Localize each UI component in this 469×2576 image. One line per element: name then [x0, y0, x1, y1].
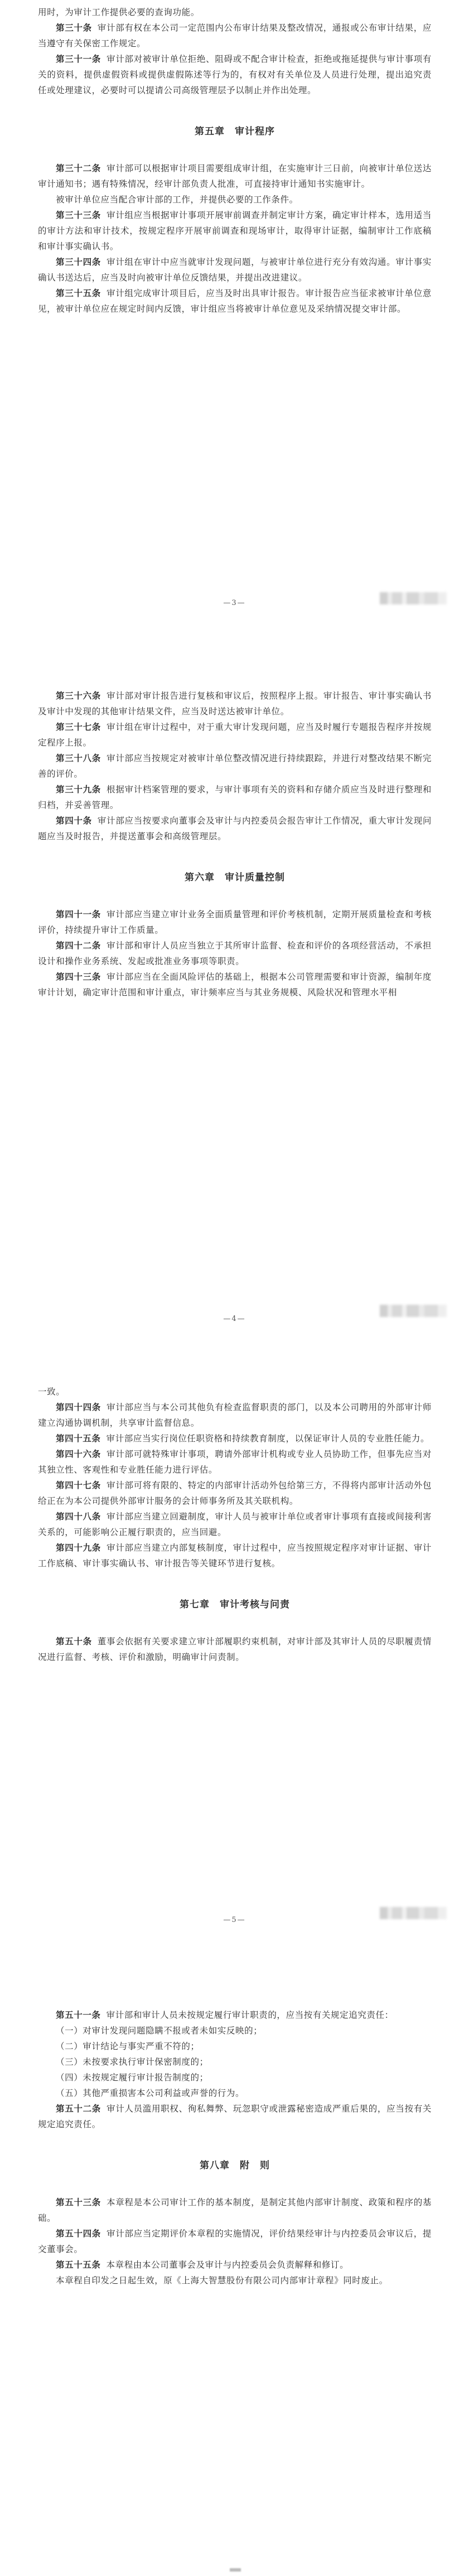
chapter-title: 第五章 审计程序 [195, 126, 275, 137]
article-number: 第三十九条 [56, 784, 101, 795]
article-paragraph [38, 1400, 432, 1431]
article-text: 本章程由本公司董事会及审计与内控委员会负责解释和修订。 [106, 2260, 349, 2270]
article-number: 第四十九条 [56, 1542, 101, 1553]
article-number: 第三十一条 [56, 54, 101, 64]
page-number: —5— [223, 1916, 246, 1924]
page-number: —3— [223, 599, 246, 607]
article-number: 第三十四条 [56, 256, 101, 267]
article-paragraph [38, 2195, 432, 2226]
chapter-title: 第六章 审计质量控制 [185, 872, 285, 883]
article-text: （二）审计结论与事实严重不符的； [56, 2041, 200, 2051]
text-paragraph [38, 2054, 432, 2070]
article-paragraph [38, 1634, 432, 1665]
article-text: 审计部应当建立回避制度，审计人员与被审计单位或者审计事项有直接或间接利害关系的，可能影响公正履行职责的，应当回避。 [38, 1512, 432, 1537]
article-text: 审计部和审计人员应当独立于其所审计监督、检查和评价的各项经营活动，不承担设计和操作业务系统、发起或批准业务事项等职责。 [38, 941, 432, 966]
article-paragraph [38, 1540, 432, 1571]
article-text: 审计部可以根据审计项目需要组成审计组，在实施审计三日前，向被审计单位送达审计通知书；遇有特殊情况，经审计部负责人批准，可直接持审计通知书实施审计。 [38, 163, 432, 189]
article-paragraph [38, 2257, 432, 2273]
article-paragraph [38, 719, 432, 750]
article-number: 第五十一条 [56, 2010, 101, 2020]
article-number: 第三十二条 [56, 163, 101, 173]
text-paragraph [38, 4, 432, 20]
article-paragraph [38, 969, 432, 1000]
article-text: 董事会依据有关要求建立审计部履职约束机制，对审计部及其审计人员的尽职履责情况进行监督、考核、评价和激励，明确审计问责制。 [38, 1636, 432, 1662]
article-text: 审计部应当定期评价本章程的实施情况，评价结果经审计与内控委员会审议后，提交董事会。 [38, 2229, 432, 2254]
article-text: 审计组应当根据审计事项开展审前调查并制定审计方案，确定审计样本，选用适当的审计方法和审计技术，按规定程序开展审前调查和现场审计，取得审计证据，编制审计工作底稿和审计事实确认书。 [38, 210, 432, 251]
article-text: 审计部对审计报告进行复核和审议后，按照程序上报。审计报告、审计事实确认书及审计中发现的其他审计结果文件，应当及时送达被审计单位。 [38, 691, 432, 716]
article-paragraph [38, 750, 432, 782]
article-number: 第五十二条 [56, 2103, 101, 2114]
article-text: （一）对审计发现问题隐瞒不报或者未如实反映的； [56, 2026, 263, 2036]
article-paragraph [38, 2007, 432, 2023]
article-text: （五）其他严重损害本公司利益或声誉的行为。 [56, 2088, 245, 2098]
article-paragraph [38, 813, 432, 844]
article-paragraph [38, 907, 432, 938]
article-text: （四）未按规定履行审计报告制度的； [56, 2073, 209, 2083]
article-text: 审计部和审计人员未按规定履行审计职责的，应当按有关规定追究责任： [106, 2010, 394, 2020]
article-paragraph [38, 207, 432, 254]
chapter-title: 第七章 审计考核与问责 [180, 1599, 290, 1610]
chapter-title: 第八章 附 则 [200, 2160, 270, 2171]
article-paragraph [38, 51, 432, 98]
text-paragraph [38, 2070, 432, 2085]
article-text: 审计部应当按规定对被审计单位整改情况进行持续跟踪，并进行对整改结果不断完善的评价。 [38, 753, 432, 779]
article-text: （三）未按要求执行审计保密制度的； [56, 2057, 209, 2067]
article-number: 第三十六条 [56, 690, 101, 701]
article-text: 审计部应当建立审计业务全面质量管理和评价考核机制，定期开展质量检查和考核评价，持续提升审计工作质量。 [38, 909, 432, 935]
article-text: 审计部应当与本公司其他负有检查监督职责的部门，以及本公司聘用的外部审计师建立沟通协调机制，共享审计监督信息。 [38, 1402, 432, 1428]
article-number: 第四十条 [56, 815, 92, 826]
article-number: 第五十条 [56, 1636, 92, 1647]
article-number: 第三十条 [56, 22, 92, 33]
article-number: 第三十三条 [56, 210, 101, 220]
article-number: 第五十四条 [56, 2228, 101, 2239]
article-number: 第五十三条 [56, 2197, 101, 2207]
article-number: 第四十二条 [56, 940, 101, 951]
article-text: 被审计单位应当配合审计部的工作，并提供必要的工作条件。 [56, 195, 298, 205]
article-text: 审计人员滥用职权、徇私舞弊、玩忽职守或泄露秘密造成严重后果的，应当按有关规定追究责任。 [38, 2104, 432, 2129]
text-paragraph [38, 2085, 432, 2101]
text-paragraph [38, 2273, 432, 2288]
article-number: 第五十五条 [56, 2259, 101, 2270]
document-page-4 [0, 2007, 469, 2288]
article-paragraph [38, 254, 432, 285]
article-number: 第四十六条 [56, 1449, 101, 1459]
text-paragraph [38, 192, 432, 207]
article-number: 第三十七条 [56, 722, 101, 732]
article-text: 审计部对被审计单位拒绝、阻碍或不配合审计检查，拒绝或拖延提供与审计事项有关的资料，提供虚假资料或提供虚假陈述等行为的，有权对有关单位及人员进行处理，提出追究责任或处理建议，必要时可以提请公司高级管理层予以制止并作出处理。 [38, 54, 432, 95]
article-paragraph [38, 688, 432, 719]
article-text: 审计部有权在本公司一定范围内公布审计结果及整改情况，通报或公布审计结果，应当遵守有关保密工作规定。 [38, 23, 432, 49]
page-number: —4— [223, 1315, 246, 1323]
article-number: 第四十三条 [56, 971, 101, 982]
article-text: 审计部可将有限的、特定的内部审计活动外包给第三方，不得将内部审计活动外包给正在为本公司提供外部审计服务的会计师事务所及其关联机构。 [38, 1480, 432, 1506]
document-page-2 [0, 688, 469, 1000]
article-paragraph [38, 2226, 432, 2257]
article-text: 审计部应当建立内部复核制度，审计过程中，应当按照规定程序对审计证据、审计工作底稿、审计事实确认书、审计报告等关键环节进行复核。 [38, 1543, 432, 1568]
article-paragraph [38, 1431, 432, 1446]
article-number: 第三十五条 [56, 288, 101, 298]
article-number: 第四十一条 [56, 909, 101, 919]
document-page-3 [0, 1384, 469, 1665]
article-text: 本章程自印发之日起生效，原《上海大智慧股份有限公司内部审计章程》同时废止。 [56, 2275, 388, 2286]
article-number: 第四十四条 [56, 1402, 101, 1412]
article-text: 本章程是本公司审计工作的基本制度，是制定其他内部审计制度、政策和程序的基础。 [38, 2197, 432, 2223]
article-number: 第四十八条 [56, 1511, 101, 1522]
article-text: 审计部应当按要求向董事会及审计与内控委员会报告审计工作情况，重大审计发现问题应当及时报告，并提送董事会和高级管理层。 [38, 816, 432, 841]
text-paragraph [38, 2023, 432, 2038]
article-text: 一致。 [38, 1387, 65, 1397]
article-paragraph [38, 2101, 432, 2132]
article-paragraph [38, 1446, 432, 1478]
article-paragraph [38, 938, 432, 969]
document-page-1 [0, 4, 469, 317]
article-paragraph [38, 1478, 432, 1509]
article-text: 根据审计档案管理的要求，与审计事项有关的资料和存储介质应当及时进行整理和归档，并妥善管理。 [38, 785, 432, 810]
page-footer-mark [230, 2568, 241, 2572]
article-text: 审计部应当在全面风险评估的基础上，根据本公司管理需要和审计资源，编制年度审计计划，确定审计范围和审计重点，审计频率应当与其业务规模、风险状况和管理水平相 [38, 972, 432, 998]
article-paragraph [38, 782, 432, 813]
article-text: 审计部可就特殊审计事项，聘请外部审计机构或专业人员协助工作，但事先应当对其独立性、客观性和专业胜任能力进行评估。 [38, 1449, 432, 1475]
article-paragraph [38, 161, 432, 192]
article-text: 审计组在审计中应当就审计发现问题，与被审计单位进行充分有效沟通。审计事实确认书送达后，应当及时向被审计单位反馈结果，并提出改进建议。 [38, 257, 432, 283]
article-paragraph [38, 20, 432, 51]
text-paragraph [38, 1384, 432, 1400]
article-text: 审计组在审计过程中，对于重大审计发现问题，应当及时履行专题报告程序并按规定程序上报。 [38, 722, 432, 748]
article-number: 第四十五条 [56, 1433, 101, 1444]
article-text: 审计部应当实行岗位任职资格和持续教育制度，以保证审计人员的专业胜任能力。 [106, 1434, 430, 1444]
article-number: 第四十七条 [56, 1480, 101, 1490]
article-paragraph [38, 1509, 432, 1540]
article-text: 用时，为审计工作提供必要的查询功能。 [38, 7, 200, 17]
article-paragraph [38, 285, 432, 317]
article-number: 第三十八条 [56, 753, 101, 763]
article-text: 审计组完成审计项目后，应当及时出具审计报告。审计报告应当征求被审计单位意见，被审计单位应在规定时间内反馈，审计组应当将被审计单位意见及采纳情况提交审计部。 [38, 288, 432, 314]
text-paragraph [38, 2038, 432, 2054]
